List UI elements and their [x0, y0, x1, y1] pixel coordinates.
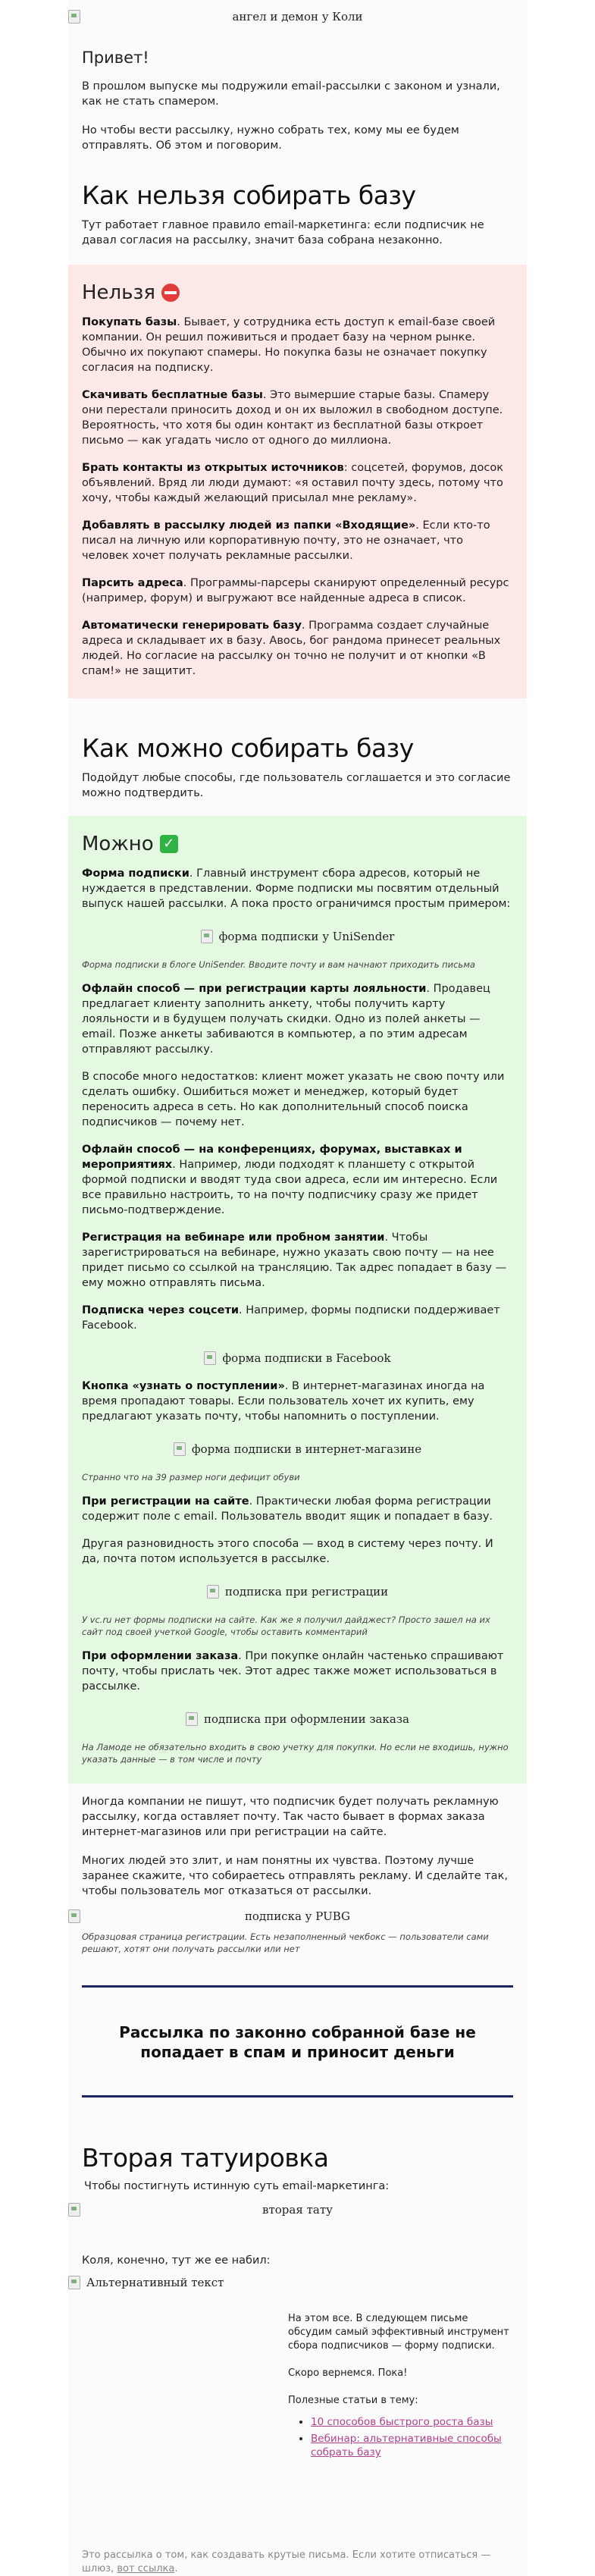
paragraph: В способе много недостатков: клиент может указать не свою почту или сделать ошибку. Ошибиться может и менеджер, который будет переносить адреса в сеть. Но как дополнительный способ поиска подписчиков — почему нет. [82, 1071, 505, 1128]
section-lead: Чтобы постигнуть истинную суть email-маркетинга: [84, 2180, 390, 2192]
broken-image-icon [186, 1712, 198, 1726]
paragraph: Коля, конечно, тут же ее набил: [82, 2254, 271, 2267]
tattoo-image: вторая тату [68, 2197, 527, 2223]
image-caption: На Ламоде не обязательно входить в свою учетку для покупки. Но если не входишь, нужно указать данные — в том числе и почту [82, 1742, 509, 1765]
broken-image-icon [68, 2203, 80, 2217]
paragraph: Иногда компании не пишут, что подписчик будет получать рекламную рассылку, когда оставляет почту. Так часто бывает в формах заказа интернет-магазинов или при регистрации на сайте. [82, 1796, 499, 1838]
list-item: Автоматически генерировать базу. Программа создает случайные адреса и складывает их в базу. Авось, бог рандома принесет реальных людей. Но согласие на рассылку он точно не получит и от кнопки «В спам!» не защитит. [82, 620, 501, 677]
article-link[interactable]: Вебинар: альтернативные способы собрать базу [311, 2433, 502, 2458]
list-item: Офлайн способ — на конференциях, форумах, выставках и мероприятиях. Например, люди подходят к планшету с открытой формой подписки и вводят туда свои адреса, если им интересно. Если все правильно настроить, то на почту подписчику сразу же придет письмо-подтверждение. [82, 1144, 498, 1216]
links-label: Полезные статьи в тему: [288, 2395, 418, 2406]
list-item: Кнопка «узнать о поступлении». В интернет-магазинах иногда на время пропадают товары. Если пользователь хочет их купить, ему предлагают указать почту, чтобы напомнить о поступлении. [82, 1380, 485, 1423]
intro-paragraph: Но чтобы вести рассылку, нужно собрать тех, кому мы ее будем отправлять. Об этом и поговорим. [82, 124, 459, 152]
list-item: При оформлении заказа. При покупке онлайн частенько спрашивают почту, чтобы прислать чек. Этот адрес также может использоваться в рассылке. [82, 1650, 504, 1693]
list-item: Форма подписки. Главный инструмент сбора адресов, который не нуждается в представлении. Форме подписки мы посвятим отдельный выпуск нашей рассылки. А пока просто ограничимся простым примером: [82, 868, 511, 910]
greeting: Привет! [82, 49, 149, 67]
pubg-image: подписка у PUBG [68, 1903, 527, 1929]
section-lead: Тут работает главное правило email-маркетинга: если подписчик не давал согласия на рассылку, значит база собрана незаконно. [82, 219, 484, 246]
content-image: форма подписки в интернет-магазине [82, 1436, 513, 1462]
unsubscribe-link[interactable]: вот ссылка [117, 2563, 175, 2574]
list-item: Подписка через соцсети. Например, формы подписки поддерживает Facebook. [82, 1304, 500, 1332]
broken-image-icon [68, 1909, 80, 1923]
broken-image-icon [201, 930, 213, 943]
header-image [68, 0, 527, 33]
list-item: Покупать базы. Бывает, у сотрудника есть доступ к email-базе своей компании. Он решил поживиться и продает базу на черном рынке. Обычно их покупают спамеры. Но покупка базы не означает покупку согласия на подписку. [82, 316, 496, 374]
section-lead: Подойдут любые способы, где пользователь соглашается и это согласие можно подтвердить. [82, 772, 511, 799]
forbidden-title: Нельзя [82, 281, 513, 304]
no-entry-icon [161, 284, 180, 302]
email-page [68, 0, 527, 2576]
content-image: подписка при регистрации [82, 1579, 513, 1605]
image-caption: Форма подписки в блоге UniSender. Вводите почту и вам начнают приходить письма [82, 959, 475, 970]
list-item: Скачивать бесплатные базы. Это вымершие старые базы. Спамеру они перестали приносить доход и он их выложил в свободном доступе. Вероятность, что хотя бы один контакт из бесплатной базы откроет письмо — как угадать число от одного до миллиона. [82, 389, 503, 447]
allowed-title: Можно ✓ [82, 833, 513, 855]
image-caption: Странно что на 39 размер ноги дефицит обуви [82, 1472, 300, 1483]
broken-image-icon [68, 10, 80, 24]
content-image: форма подписки в Facebook [82, 1345, 513, 1371]
list-item: При регистрации на сайте. Практически любая форма регистрации содержит поле с email. Пользователь вводит ящик и попадает в базу. [82, 1495, 493, 1523]
section-title: Как нельзя собирать базу [82, 180, 416, 210]
broken-image-icon [207, 1585, 219, 1599]
forbidden-box [68, 265, 527, 698]
list-item [311, 2432, 513, 2459]
article-link[interactable]: 10 способов быстрого роста базы [311, 2416, 493, 2428]
footer: Это рассылка о том, как создавать крутые письма. Если хотите отписаться — шлюз, вот ссылка. [82, 2549, 491, 2574]
paragraph: Многих людей это злит, и нам понятны их чувства. Поэтому лучше заранее скажите, что собираетесь отправлять рекламу. И сделайте так, чтобы пользователь мог отказаться от рассылки. [82, 1855, 508, 1897]
intro-paragraph: В прошлом выпуске мы подружили email-рассылки с законом и узнали, как не стать спамером. [82, 80, 500, 108]
outro-image: Альтернативный текст [68, 2276, 280, 2526]
banner-text: Рассылка по законно собранной базе не попадает в спам и приносит деньги [119, 2023, 476, 2061]
list-item: Офлайн способ — при регистрации карты лояльности. Продавец предлагает клиенту заполнить анкету, чтобы получить карту лояльности и в будущем получать скидки. Одно из полей анкеты — email. Позже анкеты забиваются в компьютер, а по этим адресам отправляют рассылку. [82, 983, 490, 1056]
header-image-alt: ангел и демон у Коли [232, 10, 363, 24]
paragraph: На этом все. В следующем письме обсудим самый эффективный инструмент сбора подписчиков — форму подписки. [288, 2313, 509, 2352]
section-title: Вторая татуировка [82, 2143, 329, 2173]
list-item: Регистрация на вебинаре или пробном занятии. Чтобы зарегистрироваться на вебинаре, нужно указать свою почту — на нее придет письмо со ссылкой на трансляцию. Так адрес попадает в базу — ему можно отправлять письма. [82, 1232, 507, 1289]
links-list [288, 2415, 513, 2459]
broken-image-icon [174, 1442, 186, 1456]
broken-image-icon [204, 1351, 216, 1365]
content-image: подписка при оформлении заказа [82, 1706, 513, 1732]
content-image: форма подписки у UniSender [82, 924, 513, 949]
check-mark-icon: ✓ [160, 835, 178, 853]
list-item: Брать контакты из открытых источников: соцсетей, форумов, досок объявлений. Вряд ли люди думают: «я оставил почту здесь, потому что хочу, чтобы каждый желающий присылал мне рекламу». [82, 462, 503, 504]
image-caption: Образцовая страница регистрации. Есть незаполненный чекбокс — пользователи сами решают, хотят они получать рассылки или нет [82, 1931, 489, 1954]
image-caption: У vc.ru нет формы подписки на сайте. Как же я получил дайджест? Просто зашел на их сайт под своей учеткой Google, чтобы оставить комментарий [82, 1614, 490, 1637]
outro-section [68, 2276, 527, 2526]
paragraph: Другая разновидность этого способа — вход в систему через почту. И да, почта потом используется в рассылке. [82, 1538, 493, 1565]
list-item: Парсить адреса. Программы-парсеры сканируют определенный ресурс (например, форум) и выгружают все найденные адреса в список. [82, 577, 509, 604]
list-item [311, 2415, 513, 2429]
section-title: Как можно собирать базу [82, 733, 414, 763]
list-item: Добавлять в рассылку людей из папки «Входящие». Если кто-то писал на личную или корпоративную почту, это не означает, что человек хочет получать рекламные рассылки. [82, 519, 490, 562]
paragraph: Скоро вернемся. Пока! [288, 2367, 408, 2379]
allowed-box [68, 816, 527, 1784]
broken-image-icon [68, 2276, 80, 2289]
